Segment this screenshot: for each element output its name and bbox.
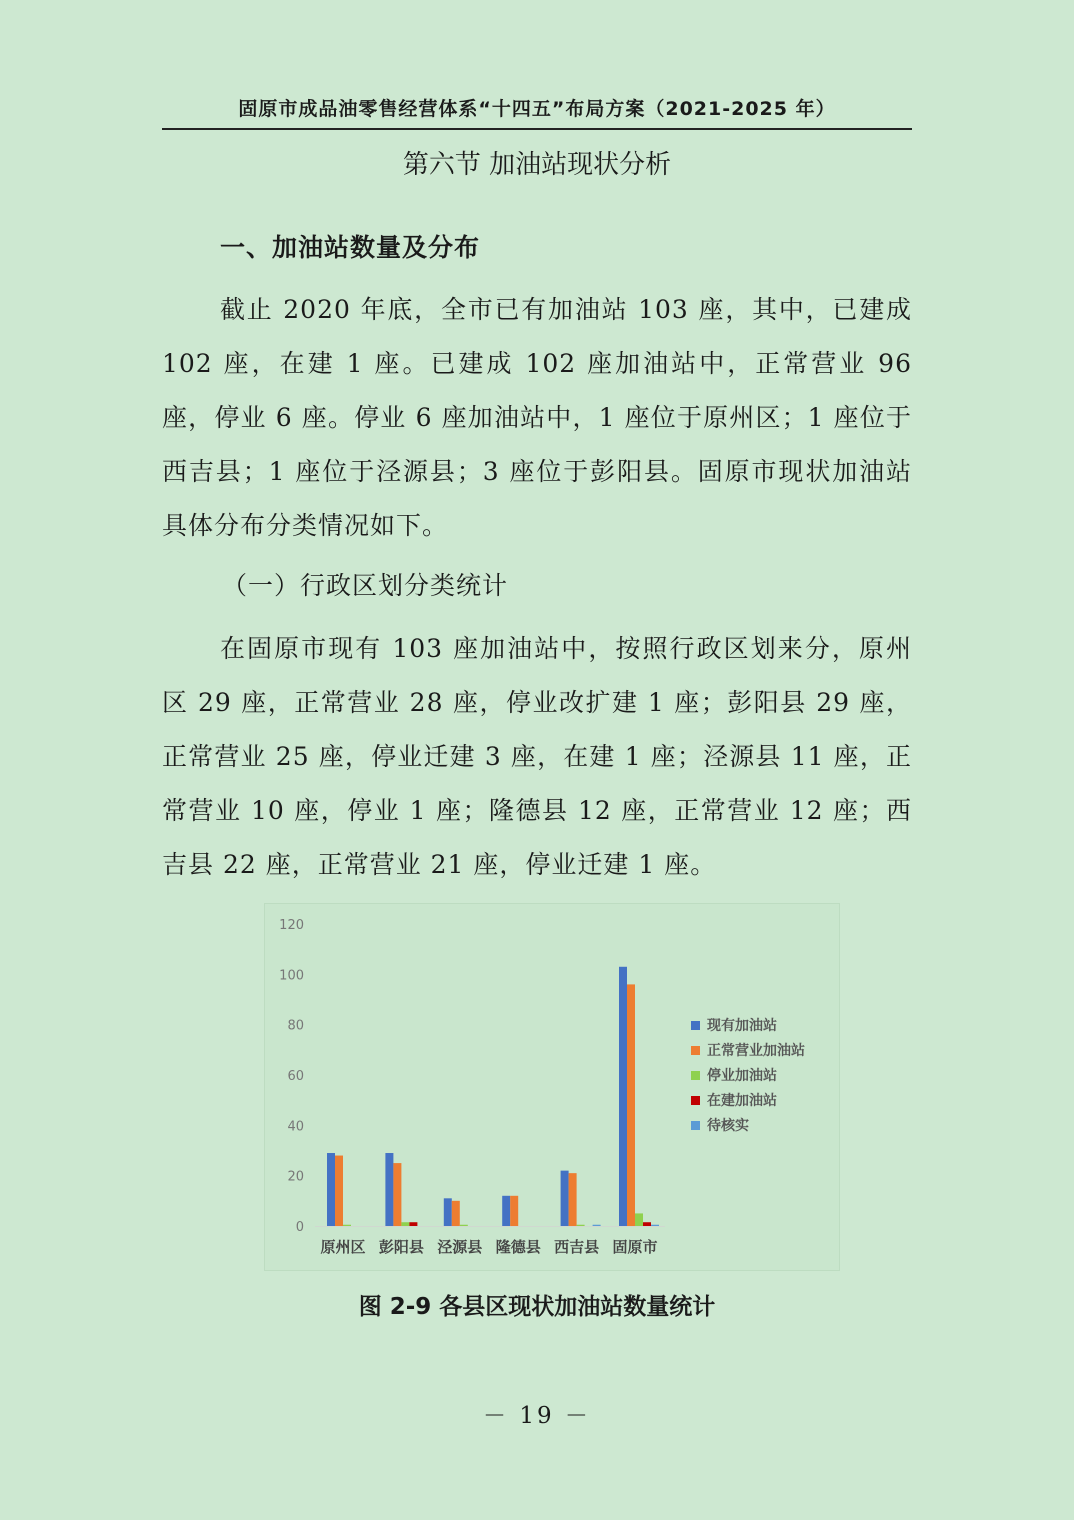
page-number: － 19 － xyxy=(483,1403,591,1429)
bar-4-0 xyxy=(561,1171,569,1226)
legend-swatch xyxy=(691,1121,700,1130)
x-tick-label: 泾源县 xyxy=(437,1238,483,1256)
paragraph-1: 截止 2020 年底，全市已有加油站 103 座，其中，已建成 102 座，在建 1 座。已建成 102 座加油站中，正常营业 96 座，停业 6 座。停业 6 座加油站中，1 座位于原州区；1 座位于西吉县；1 座位于泾源县；3 座位于彭阳县。固原市现状加油站具体分布分类情况如下。 xyxy=(162,295,912,540)
y-tick-label: 80 xyxy=(287,1018,304,1034)
legend-swatch xyxy=(691,1021,700,1030)
bar-5-1 xyxy=(627,984,635,1226)
legend-label: 在建加油站 xyxy=(707,1093,777,1109)
heading-1: 一、加油站数量及分布 xyxy=(220,233,481,262)
y-tick-label: 20 xyxy=(287,1169,304,1185)
running-header: 固原市成品油零售经营体系“十四五”布局方案（2021-2025 年） xyxy=(238,98,836,120)
y-tick-label: 120 xyxy=(279,918,304,933)
bar-1-3 xyxy=(409,1222,417,1226)
bar-0-0 xyxy=(327,1153,335,1226)
section-title: 第六节 加油站现状分析 xyxy=(402,150,672,180)
bar-1-0 xyxy=(385,1153,393,1226)
bar-3-0 xyxy=(502,1196,510,1226)
figure-caption: 图 2-9 各县区现状加油站数量统计 xyxy=(358,1294,716,1320)
x-tick-label: 隆德县 xyxy=(495,1238,541,1256)
legend-swatch xyxy=(691,1096,700,1105)
bar-5-2 xyxy=(635,1213,643,1226)
y-tick-label: 100 xyxy=(279,968,304,984)
legend-label: 停业加油站 xyxy=(707,1068,777,1084)
x-tick-label: 原州区 xyxy=(320,1238,366,1256)
bar-4-1 xyxy=(569,1173,577,1226)
x-tick-label: 彭阳县 xyxy=(378,1238,424,1256)
bar-3-1 xyxy=(510,1196,518,1226)
bar-1-1 xyxy=(393,1163,401,1226)
bar-5-0 xyxy=(619,967,627,1226)
bar-0-2 xyxy=(343,1225,351,1226)
bar-0-1 xyxy=(335,1156,343,1226)
bar-chart-svg xyxy=(265,904,839,1270)
legend-swatch xyxy=(691,1046,700,1055)
bar-4-2 xyxy=(577,1225,585,1226)
paragraph-2: 在固原市现有 103 座加油站中，按照行政区划来分，原州区 29 座，正常营业 28 座，停业改扩建 1 座；彭阳县 29 座，正常营业 25 座，停业迁建 3 座，在建 1 座；泾源县 11 座，正常营业 10 座，停业 1 座；隆德县 12 座，正常营业 12 座；西吉县 22 座，正常营业 21 座，停业迁建 1 座。 xyxy=(162,634,912,879)
legend-label: 现有加油站 xyxy=(707,1018,777,1034)
header-rule xyxy=(162,128,912,130)
bar-2-0 xyxy=(444,1198,452,1226)
bar-2-1 xyxy=(452,1201,460,1226)
y-tick-label: 60 xyxy=(287,1069,304,1084)
x-tick-label: 西吉县 xyxy=(554,1238,600,1256)
bar-5-3 xyxy=(643,1222,651,1226)
bar-2-2 xyxy=(460,1225,468,1226)
legend-label: 正常营业加油站 xyxy=(707,1043,805,1059)
x-tick-label: 固原市 xyxy=(612,1238,658,1256)
bar-5-4 xyxy=(651,1225,659,1226)
legend-swatch xyxy=(691,1071,700,1080)
y-tick-label: 40 xyxy=(287,1119,304,1135)
legend-label: 待核实 xyxy=(707,1118,749,1134)
y-tick-label: 0 xyxy=(295,1220,304,1235)
bar-chart xyxy=(264,903,840,1271)
bar-1-2 xyxy=(401,1222,409,1226)
heading-2: （一）行政区划分类统计 xyxy=(222,571,509,600)
bar-4-4 xyxy=(593,1225,601,1226)
